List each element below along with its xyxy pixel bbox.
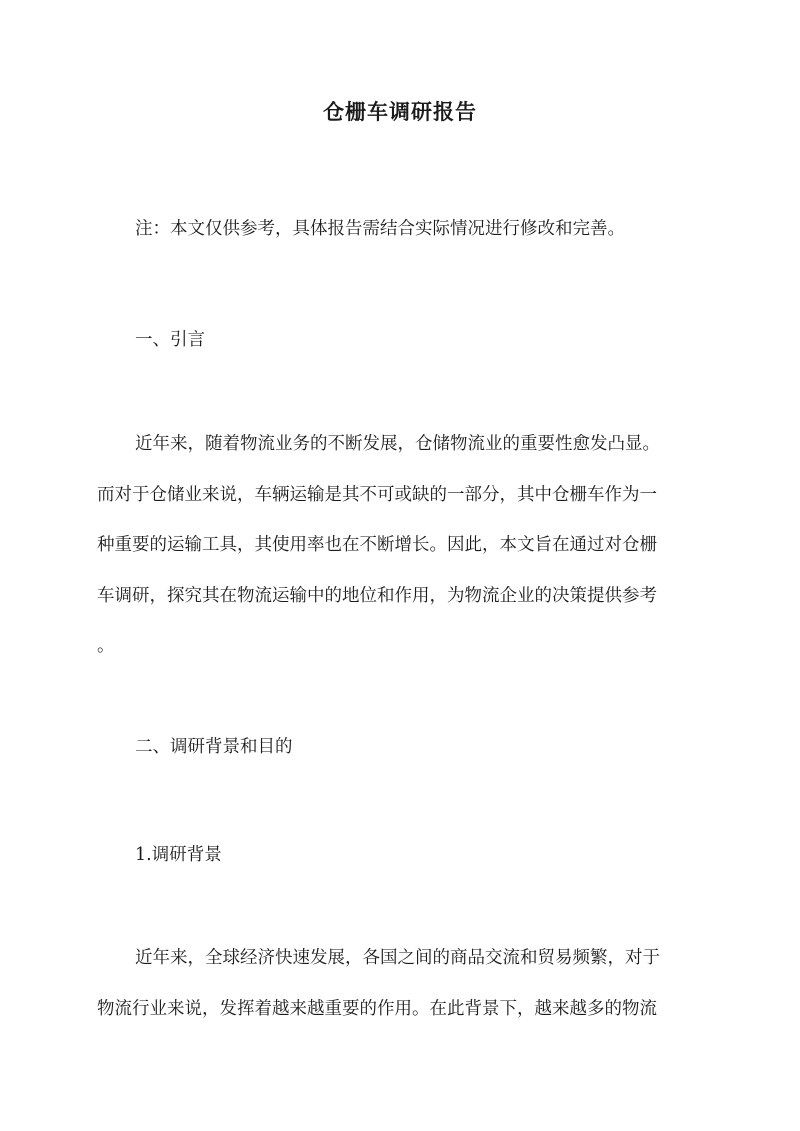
disclaimer-note: 注：本文仅供参考，具体报告需结合实际情况进行修改和完善。: [135, 219, 625, 239]
section-heading-background: 二、调研背景和目的: [135, 737, 293, 757]
paragraph-line: 物流行业来说，发挥着越来越重要的作用。在此背景下，越来越多的物流: [97, 998, 657, 1019]
document-title: 仓栅车调研报告: [323, 99, 477, 124]
subsection-heading-background: 1.调研背景: [135, 845, 222, 865]
paragraph-line: 种重要的运输工具，其使用率也在不断增长。因此，本文旨在通过对仓栅: [97, 535, 657, 555]
paragraph-line: 近年来，随着物流业务的不断发展，仓储物流业的重要性愈发凸显。: [135, 434, 660, 454]
paragraph-intro: [97, 431, 703, 684]
paragraph-line: 车调研，探究其在物流运输中的地位和作用，为物流企业的决策提供参考: [97, 585, 657, 606]
paragraph-line: 近年来，全球经济快速发展，各国之间的商品交流和贸易频繁，对于: [135, 948, 660, 968]
paragraph-line: 而对于仓储业来说，车辆运输是其不可或缺的一部分，其中仓栅车作为一: [97, 484, 657, 505]
paragraph-background: [97, 945, 703, 1046]
section-heading-intro: 一、引言: [135, 330, 205, 350]
paragraph-line: 。: [97, 636, 115, 656]
